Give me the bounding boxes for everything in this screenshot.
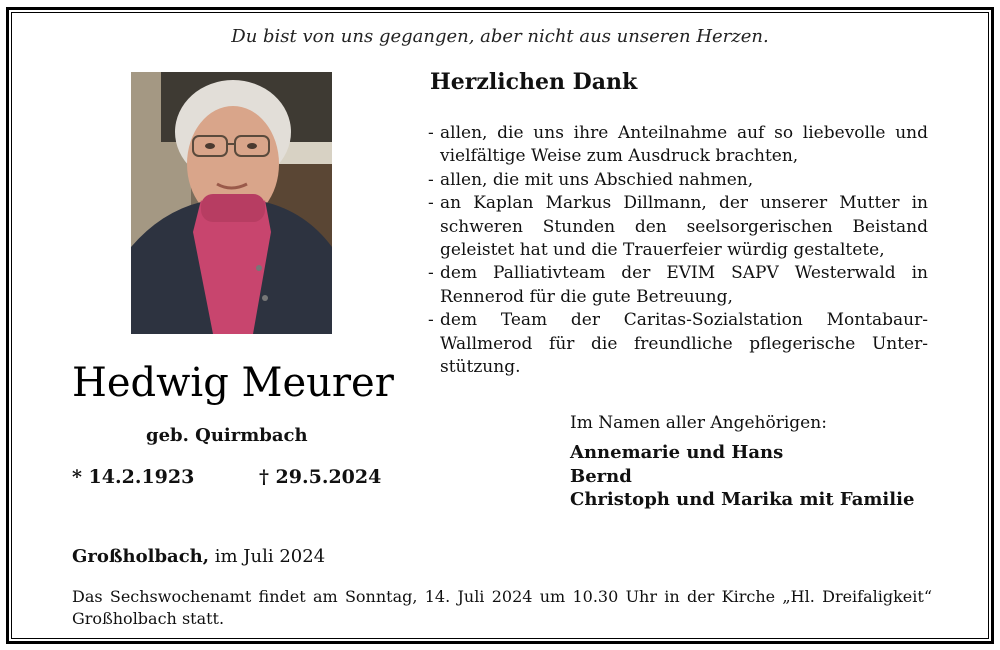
list-dash: - (428, 310, 434, 331)
list-dash: - (428, 123, 434, 143)
signer-name: Annemarie und Hans (570, 442, 784, 463)
thanks-heading: Herzlichen Dank (430, 69, 638, 95)
signature-intro: Im Namen aller Angehörigen: (570, 413, 827, 433)
deceased-name: Hedwig Meurer (72, 360, 394, 406)
signer-name: Bernd (570, 465, 632, 487)
list-dash: - (428, 169, 434, 190)
death-date: † 29.5.2024 (259, 466, 382, 488)
list-dash: - (428, 263, 434, 284)
list-dash: - (428, 193, 434, 214)
list-item (428, 192, 928, 262)
list-item-text: allen, die mit uns Abschied nahmen, (440, 169, 754, 190)
town: Großholbach, (72, 546, 210, 567)
signature-names (570, 441, 914, 512)
list-item-text: dem Team der Caritas-Sozialstation Montabaur-Wallmerod für die freundliche pflegerische Unterstützung. (440, 310, 928, 378)
list-item-text: an Kaplan Markus Dillmann, der unserer Mutter in schweren Stunden den seelsorgerischen Beistand geleistet hat und die Trauerfeier würdig gestaltete, (440, 193, 928, 261)
place-date (72, 546, 325, 567)
signer-name: Christoph und Marika mit Familie (570, 489, 915, 510)
date: im Juli 2024 (209, 546, 326, 567)
portrait-photo-icon (131, 72, 332, 334)
service-notice: Das Sechswochenamt findet am Sonntag, 14. Juli 2024 um 10.30 Uhr in der Kirche „Hl. Dreifaligkeit“ Großholbach statt. (72, 587, 932, 628)
list-item-text: allen, die uns ihre Anteilnahme auf so liebevolle und vielfältige Weise zum Ausdruck brachten, (440, 123, 928, 167)
list-item (428, 169, 928, 192)
maiden-name: geb. Quirmbach (146, 425, 308, 446)
list-item (428, 262, 928, 309)
list-item (428, 122, 928, 169)
list-item (428, 309, 928, 379)
list-item-text: dem Palliativteam der EVIM SAPV Westerwald in Rennerod für die gute Betreuung, (440, 263, 928, 307)
motto: Du bist von uns gegangen, aber nicht aus unseren Herzen. (231, 26, 769, 47)
birth-date: * 14.2.1923 (72, 466, 195, 488)
portrait-photo (131, 72, 332, 334)
thanks-list (428, 122, 928, 379)
